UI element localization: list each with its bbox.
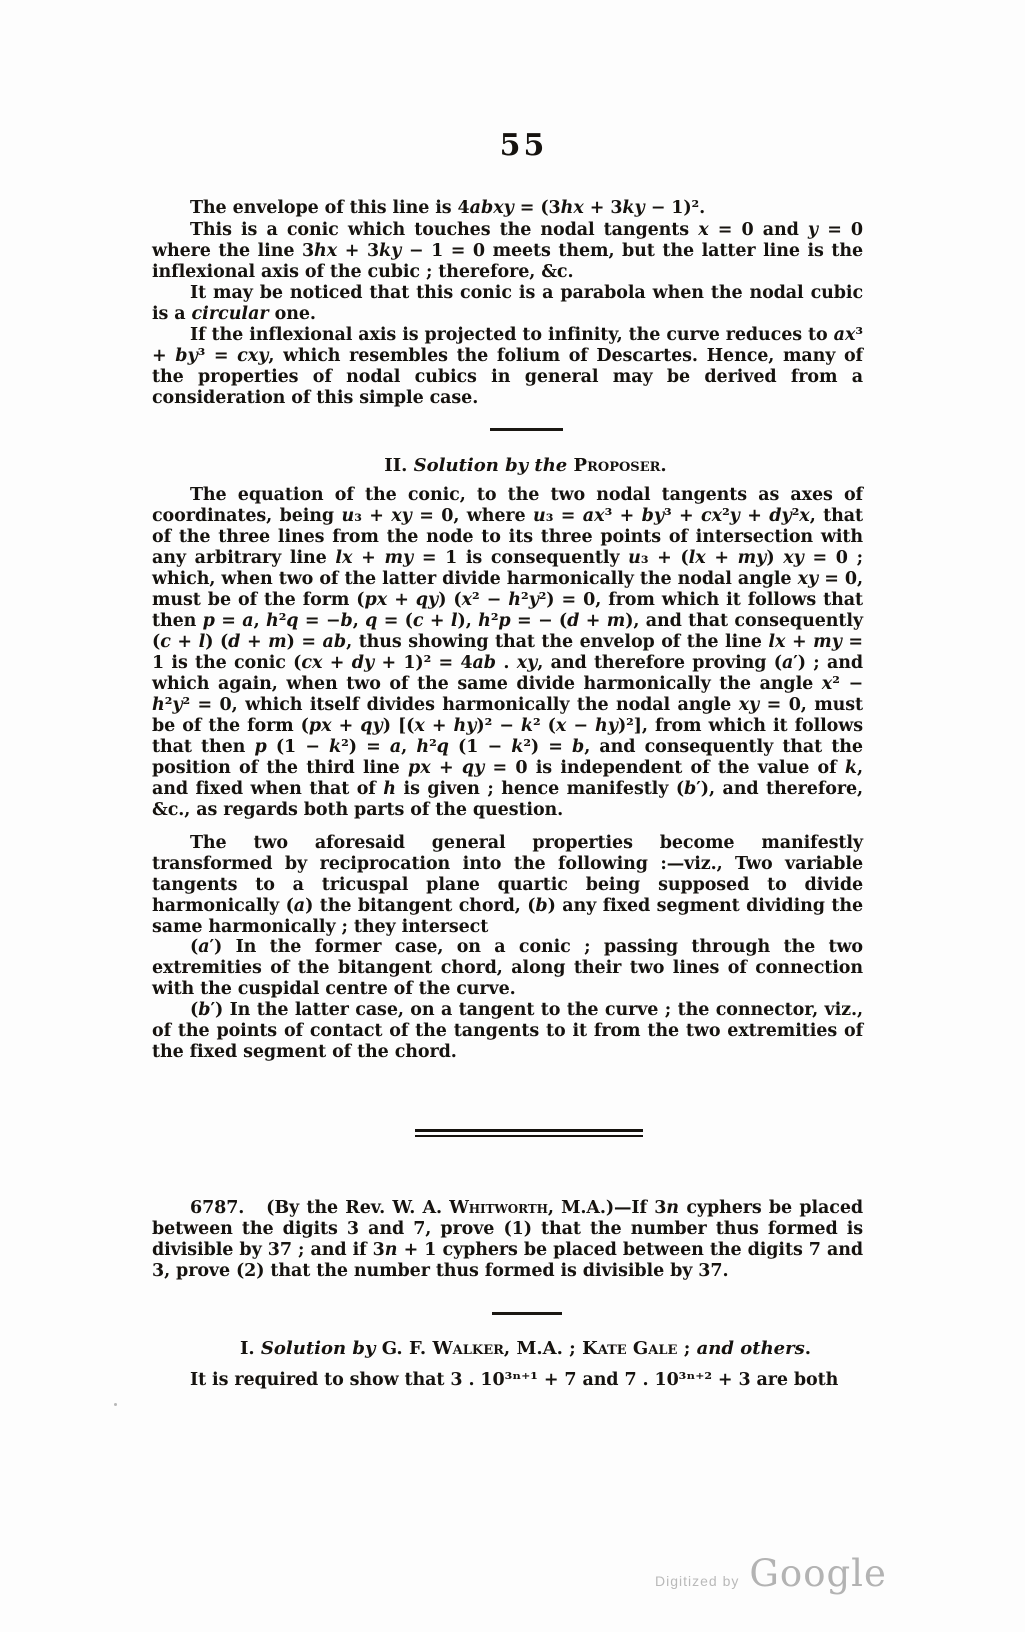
- paragraph-solution-ii-main: The equation of the conic, to the two nodal tangents as axes of coordinates, being u₃ + xy = 0, where u₃ = ax³ + by³ + cx²y + dy²x, that of the three lines from the node to its three points of intersection with any arbitrary line lx + my = 1 is consequently u₃ + (lx + my) xy = 0 ; which, when two of the latter divide harmonically the nodal angle xy = 0, must be of the form (px + qy) (x² − h²y²) = 0, from which it follows that then p = a, h²q = −b, q = (c + l), h²p = − (d + m), and that consequently (c + l) (d + m) = ab, thus showing that the envelop of the line lx + my = 1 is the conic (cx + dy + 1)² = 4ab . xy, and therefore proving (a′) ; and which again, when two of the same divide harmonically the angle x² − h²y² = 0, which itself divides harmonically the nodal angle xy = 0, must be of the form (px + qy) [(x + hy)² − k² (x − hy)²], from which it follows that then p (1 − k²) = a, h²q (1 − k²) = b, and consequently that the position of the third line px + qy = 0 is independent of the value of k, and fixed when that of h is given ; hence manifestly (b′), and therefore, &c., as regards both parts of the question.: [152, 485, 864, 820]
- paragraph-b-prime: (b′) In the latter case, on a tangent to the curve ; the connector, viz., of the points of contact of the tangents to it from the two extremities of the fixed segment of the chord.: [152, 1000, 863, 1062]
- paragraph-reciprocation: The two aforesaid general properties become manifestly transformed by reciprocation into the following :—viz., Two variable tangents to a tricuspal plane quartic being supposed to divide harmonically (a) the bitangent chord, (b) any fixed segment dividing the same harmonically ; they intersect: [152, 833, 864, 937]
- paragraph-folium: If the inflexional axis is projected to infinity, the curve reduces to ax³ + by³ = cxy, which resembles the folium of Descartes. Hence, many of the properties of nodal cubics in general may be derived from a consideration of this simple case.: [152, 325, 863, 408]
- scan-artifact-dot: [114, 1403, 117, 1406]
- page-number: 55: [499, 128, 548, 163]
- solution-divider-rule: [492, 1312, 562, 1315]
- watermark: [655, 1552, 887, 1595]
- google-logo: Google: [749, 1552, 887, 1595]
- problem-divider-double-rule: [415, 1129, 643, 1137]
- paragraph-conic-touches: This is a conic which touches the nodal tangents x = 0 and y = 0 where the line 3hx + 3ky − 1 = 0 meets them, but the latter line is the inflexional axis of the cubic ; therefore, &c.: [152, 220, 864, 282]
- solution-i-heading: I. Solution by G. F. Walker, M.A. ; Kate Gale ; and others.: [239, 1338, 812, 1359]
- watermark-text: Digitized by: [655, 1573, 740, 1589]
- solution-ii-heading: II. Solution by the Proposer.: [384, 455, 667, 476]
- section-divider-rule: [490, 428, 563, 431]
- paragraph-solution-i-opening: It is required to show that 3 . 10³ⁿ⁺¹ + 7 and 7 . 10³ⁿ⁺² + 3 are both: [190, 1370, 839, 1390]
- paragraph-problem-6787: 6787. (By the Rev. W. A. Whitworth, M.A.)—If 3n cyphers be placed between the digits 3 and 7, prove (1) that the number thus formed is divisible by 37 ; and if 3n + 1 cyphers be placed between the digits 7 and 3, prove (2) that the number thus formed is divisible by 37.: [152, 1198, 863, 1281]
- paragraph-a-prime: (a′) In the former case, on a conic ; passing through the two extremities of the bitangent chord, along their two lines of connection with the cuspidal centre of the curve.: [152, 937, 863, 999]
- paragraph-envelope: The envelope of this line is 4abxy = (3hx + 3ky − 1)².: [190, 198, 706, 218]
- paragraph-parabola: It may be noticed that this conic is a parabola when the nodal cubic is a circular one.: [152, 283, 863, 324]
